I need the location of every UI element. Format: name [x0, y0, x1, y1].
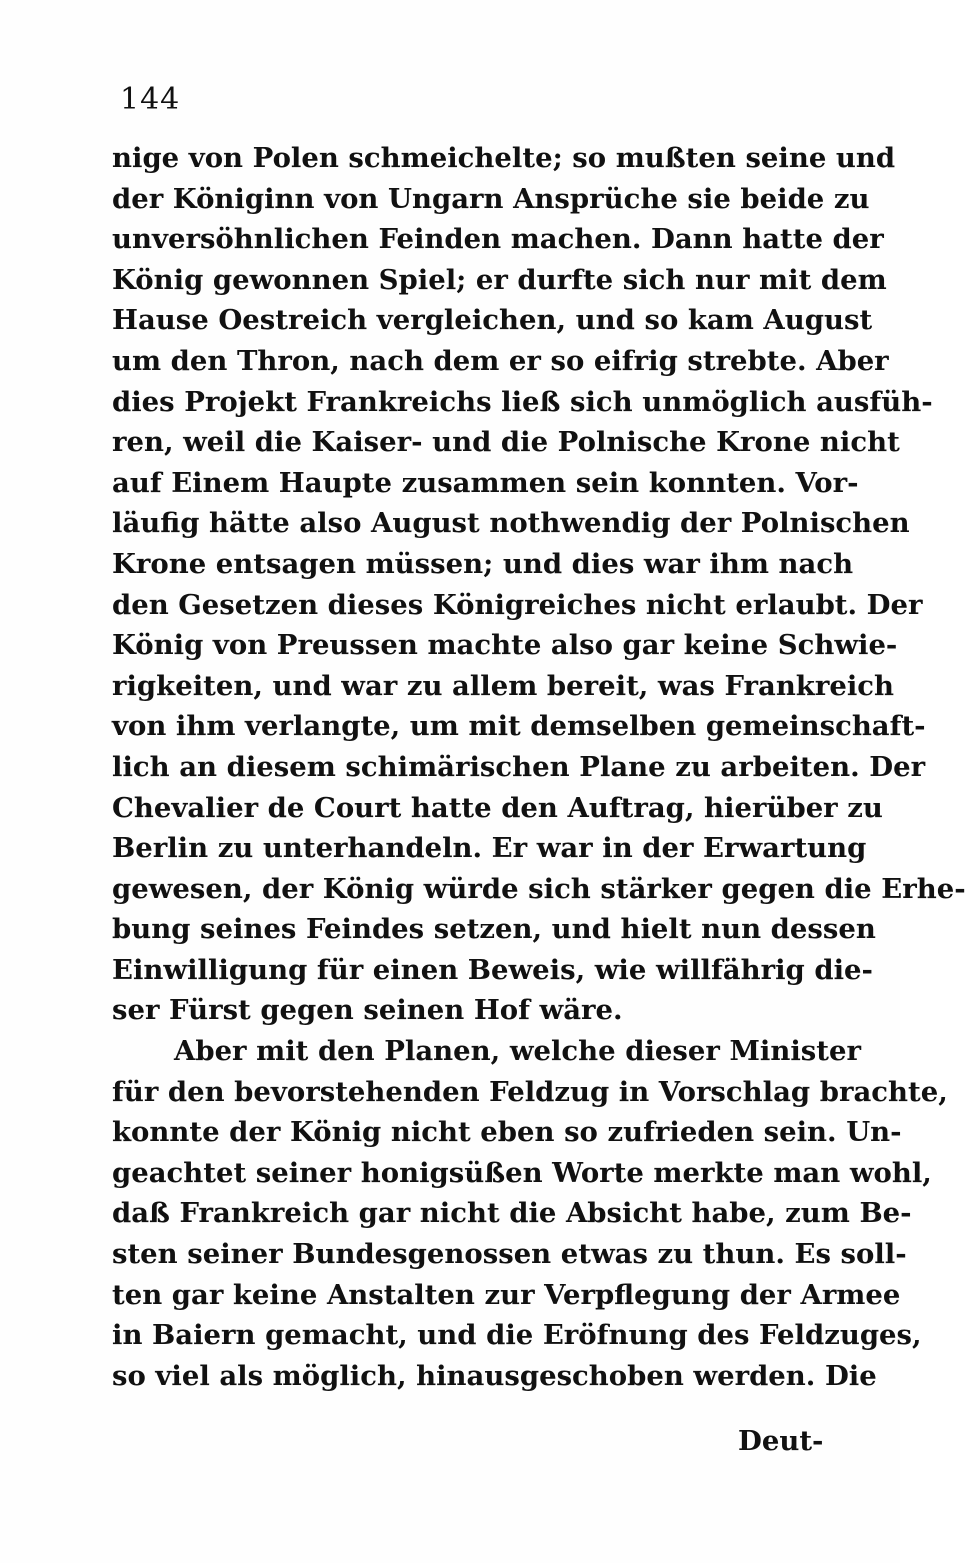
text-line: nige von Polen schmeichelte; so mußten seine und	[112, 142, 896, 174]
text-line: daß Frankreich gar nicht die Absicht habe, zum Be-	[112, 1197, 912, 1230]
text-line: König von Preussen machte also gar keine Schwie-	[112, 629, 898, 662]
catchword: Deut-	[738, 1425, 824, 1457]
paragraph-start-line: Aber mit den Planen, welche dieser Minister	[174, 1035, 861, 1068]
text-line: ten gar keine Anstalten zur Verpflegung der Armee	[112, 1278, 901, 1311]
text-line: um den Thron, nach dem er so eifrig strebte. Aber	[112, 344, 889, 377]
text-line: läufig hätte also August nothwendig der Polnischen	[112, 507, 910, 540]
text-line: ren, weil die Kaiser- und die Polnische Krone nicht	[112, 426, 900, 459]
text-line: auf Einem Haupte zusammen sein konnten. Vor-	[112, 466, 859, 499]
body-text	[112, 138, 966, 1396]
text-line: Einwilligung für einen Beweis, wie willfährig die-	[112, 953, 873, 986]
text-line: lich an diesem schimärischen Plane zu arbeiten. Der	[112, 750, 926, 783]
text-line: Krone entsagen müssen; und dies war ihm nach	[112, 547, 854, 580]
text-line: unversöhnlichen Feinden machen. Dann hatte der	[112, 223, 884, 256]
text-line: sten seiner Bundesgenossen etwas zu thun. Es soll-	[112, 1238, 907, 1271]
text-line: Hause Oestreich vergleichen, und so kam August	[112, 304, 873, 337]
text-line: in Baiern gemacht, und die Eröfnung des Feldzuges,	[112, 1319, 922, 1352]
text-line: bung seines Feindes setzen, und hielt nun dessen	[112, 913, 876, 946]
text-line: rigkeiten, und war zu allem bereit, was Frankreich	[112, 669, 895, 702]
text-line: dies Projekt Frankreichs ließ sich unmöglich ausfüh-	[112, 385, 933, 418]
text-line: Berlin zu unterhandeln. Er war in der Erwartung	[112, 832, 867, 865]
text-line: der Königinn von Ungarn Ansprüche sie beide zu	[112, 182, 870, 215]
text-line: König gewonnen Spiel; er durfte sich nur mit dem	[112, 263, 887, 296]
text-line: von ihm verlangte, um mit demselben gemeinschaft-	[112, 710, 926, 743]
text-line: geachtet seiner honigsüßen Worte merkte man wohl,	[112, 1156, 932, 1189]
text-line: für den bevorstehenden Feldzug in Vorschlag brachte,	[112, 1075, 948, 1108]
text-line: gewesen, der König würde sich stärker gegen die Erhe-	[112, 872, 966, 905]
paragraph-end-line: ser Fürst gegen seinen Hof wäre.	[112, 994, 623, 1027]
text-line: Chevalier de Court hatte den Auftrag, hierüber zu	[112, 791, 883, 824]
page-number: 144	[120, 82, 181, 117]
text-line: den Gesetzen dieses Königreiches nicht erlaubt. Der	[112, 588, 923, 621]
text-line: so viel als möglich, hinausgeschoben werden. Die	[112, 1359, 877, 1392]
text-line: konnte der König nicht eben so zufrieden sein. Un-	[112, 1116, 902, 1149]
